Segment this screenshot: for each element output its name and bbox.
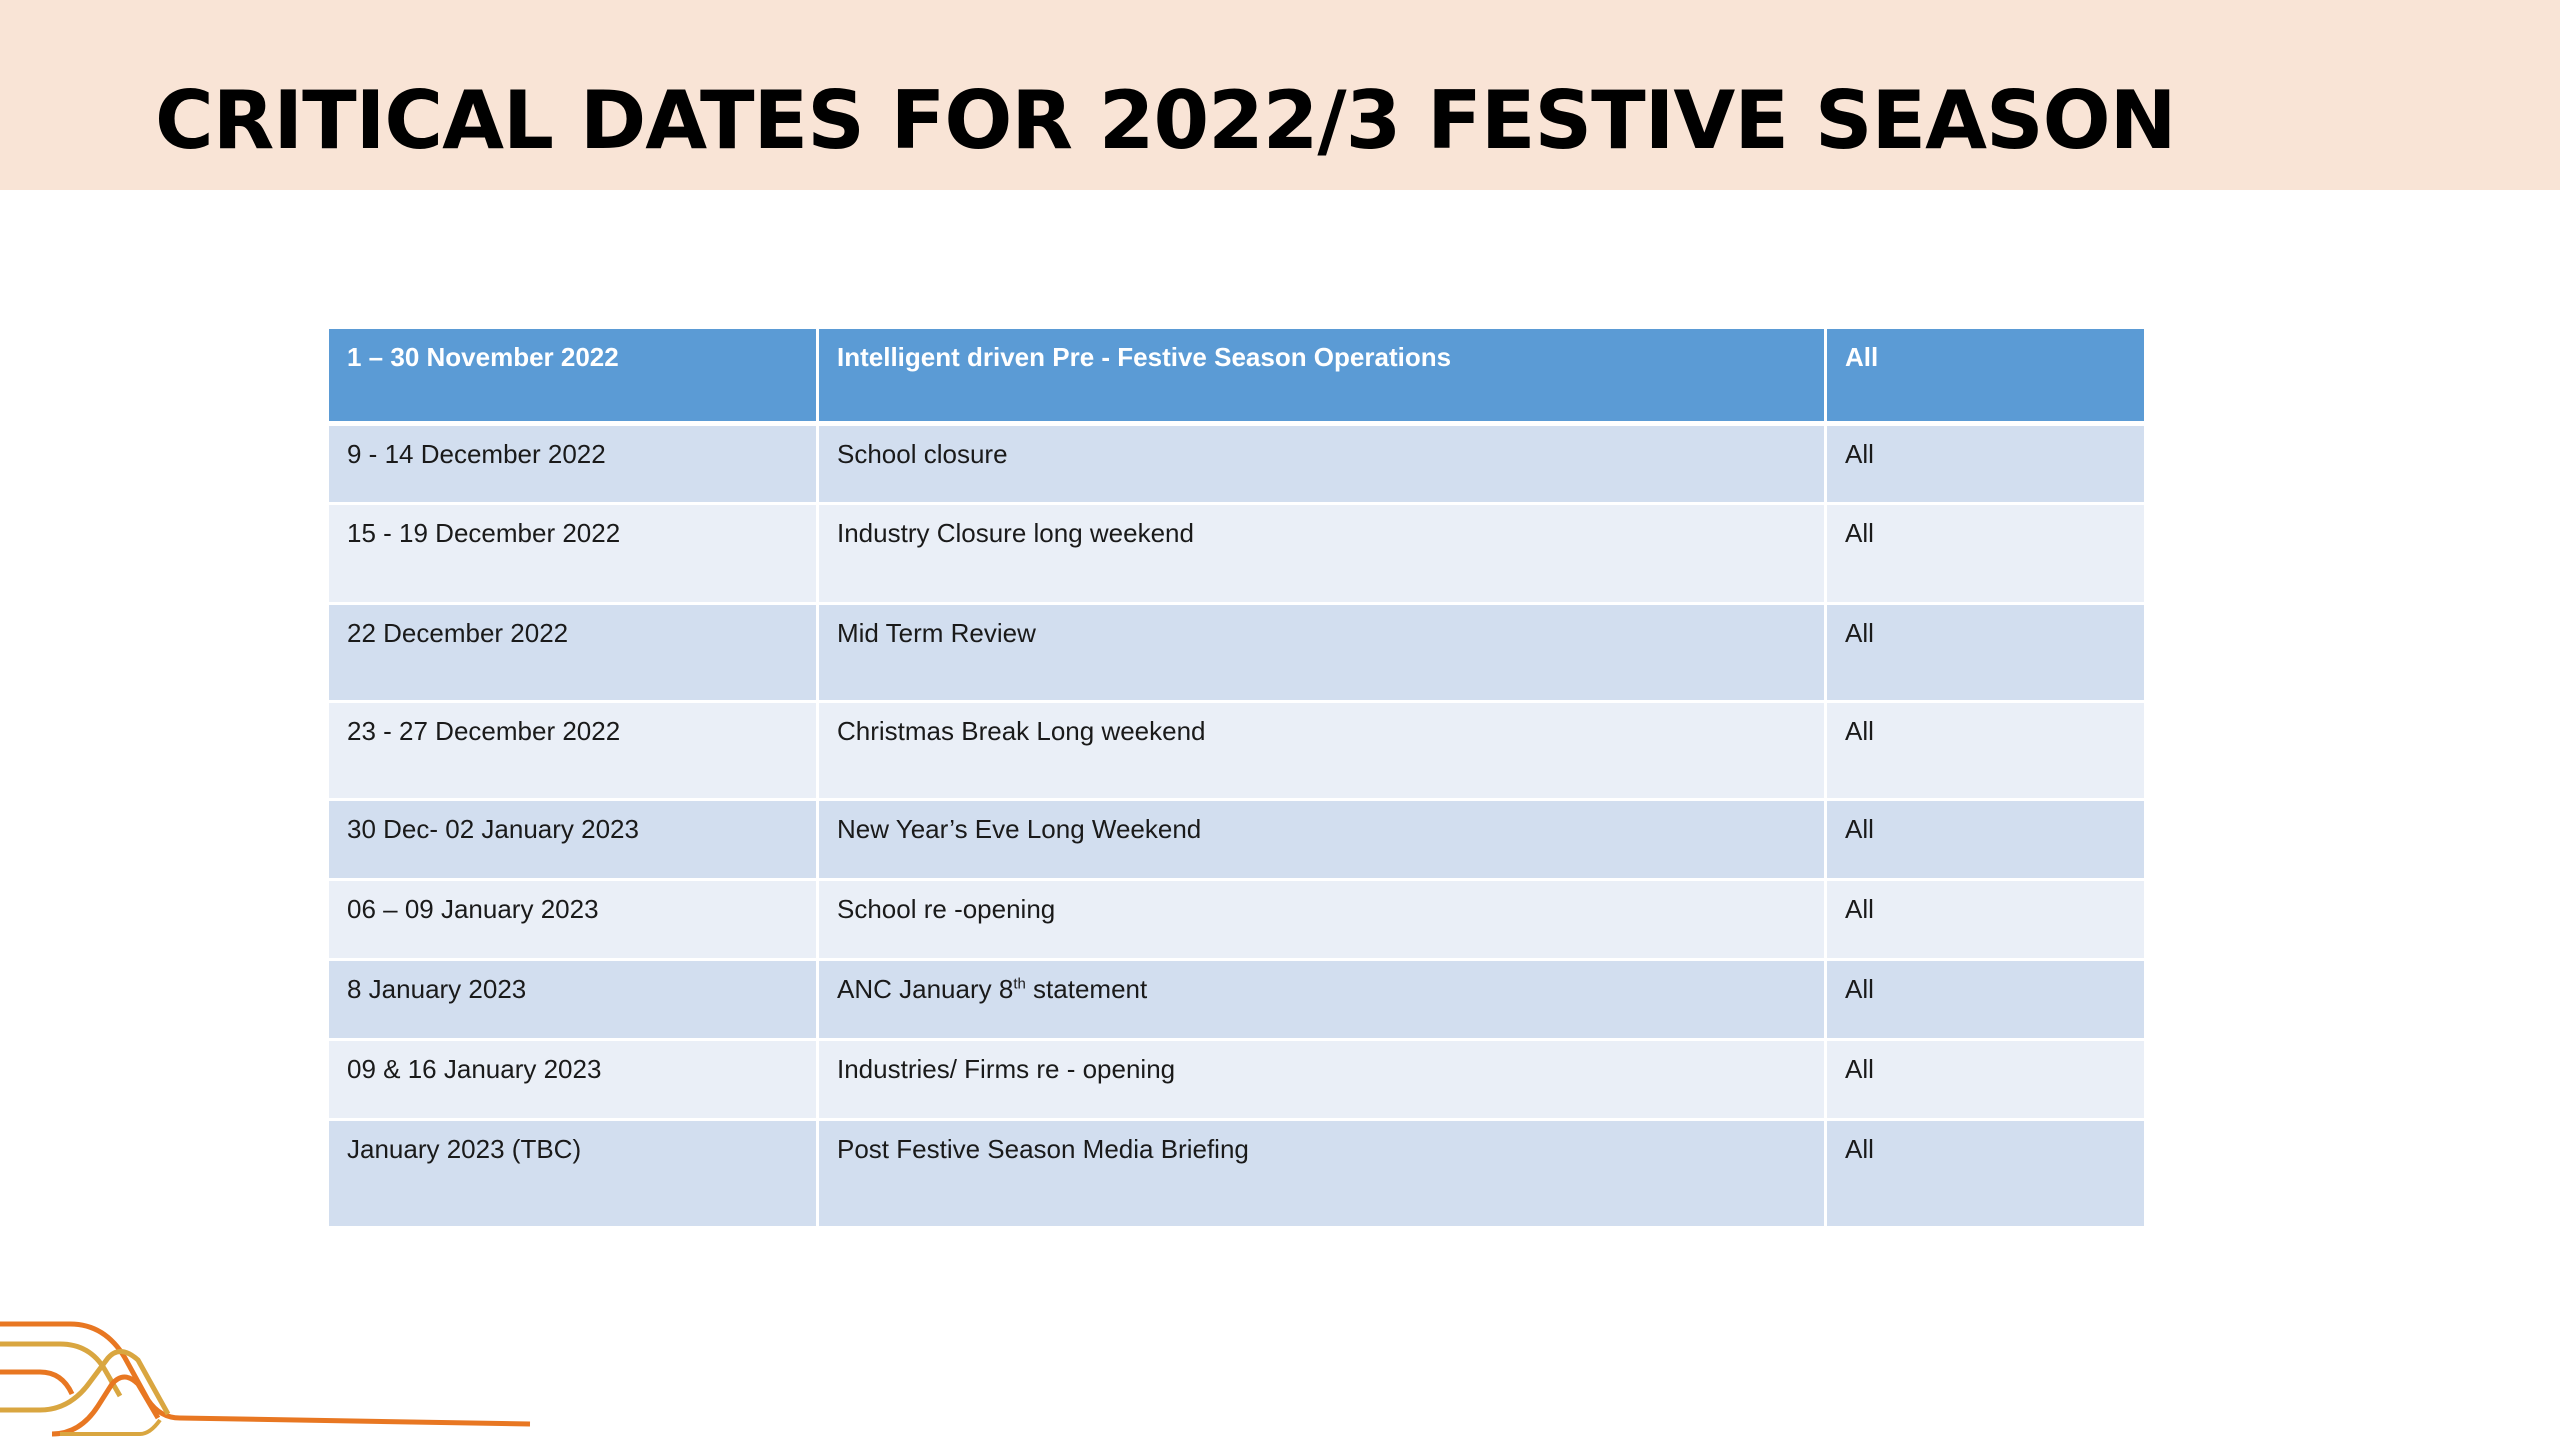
event-cell <box>818 960 1826 1040</box>
event-cell: Mid Term Review <box>818 604 1826 702</box>
event-cell: Industries/ Firms re - opening <box>818 1040 1826 1120</box>
scope-cell: All <box>1826 1120 2146 1228</box>
scope-cell: All <box>1826 702 2146 800</box>
critical-dates-table <box>326 326 2147 1229</box>
scope-cell: All <box>1826 504 2146 604</box>
scope-cell: All <box>1826 328 2146 424</box>
date-cell: 09 & 16 January 2023 <box>328 1040 818 1120</box>
date-cell: 22 December 2022 <box>328 604 818 702</box>
event-cell: Christmas Break Long weekend <box>818 702 1826 800</box>
date-cell: 1 – 30 November 2022 <box>328 328 818 424</box>
date-cell: 15 - 19 December 2022 <box>328 504 818 604</box>
date-cell: January 2023 (TBC) <box>328 1120 818 1228</box>
scope-cell: All <box>1826 880 2146 960</box>
event-cell: Intelligent driven Pre - Festive Season Operations <box>818 328 1826 424</box>
scope-cell: All <box>1826 1040 2146 1120</box>
table-row <box>328 604 2146 702</box>
event-text-suffix: statement <box>1025 974 1148 1004</box>
table-row <box>328 1120 2146 1228</box>
table-row <box>328 800 2146 880</box>
logo-line-icon <box>0 1351 168 1414</box>
date-cell: 30 Dec- 02 January 2023 <box>328 800 818 880</box>
event-cell: New Year’s Eve Long Weekend <box>818 800 1826 880</box>
table-row <box>328 880 2146 960</box>
event-cell: School closure <box>818 424 1826 504</box>
event-cell: School re -opening <box>818 880 1826 960</box>
event-cell: Industry Closure long weekend <box>818 504 1826 604</box>
table-header-row <box>328 328 2146 424</box>
event-cell: Post Festive Season Media Briefing <box>818 1120 1826 1228</box>
logo-line-icon <box>0 1372 72 1394</box>
date-cell: 9 - 14 December 2022 <box>328 424 818 504</box>
table-row <box>328 1040 2146 1120</box>
table-row <box>328 504 2146 604</box>
table-row <box>328 960 2146 1040</box>
rail-lines-logo-icon <box>0 1310 540 1440</box>
date-cell: 8 January 2023 <box>328 960 818 1040</box>
scope-cell: All <box>1826 424 2146 504</box>
logo-line-icon <box>0 1324 530 1424</box>
scope-cell: All <box>1826 604 2146 702</box>
slide-title: CRITICAL DATES FOR 2022/3 FESTIVE SEASON <box>155 74 2176 167</box>
date-cell: 06 – 09 January 2023 <box>328 880 818 960</box>
date-cell: 23 - 27 December 2022 <box>328 702 818 800</box>
scope-cell: All <box>1826 800 2146 880</box>
scope-cell: All <box>1826 960 2146 1040</box>
table-row <box>328 702 2146 800</box>
event-text: ANC January 8 <box>837 974 1014 1004</box>
ordinal-suffix: th <box>1013 975 1026 993</box>
table-row <box>328 424 2146 504</box>
